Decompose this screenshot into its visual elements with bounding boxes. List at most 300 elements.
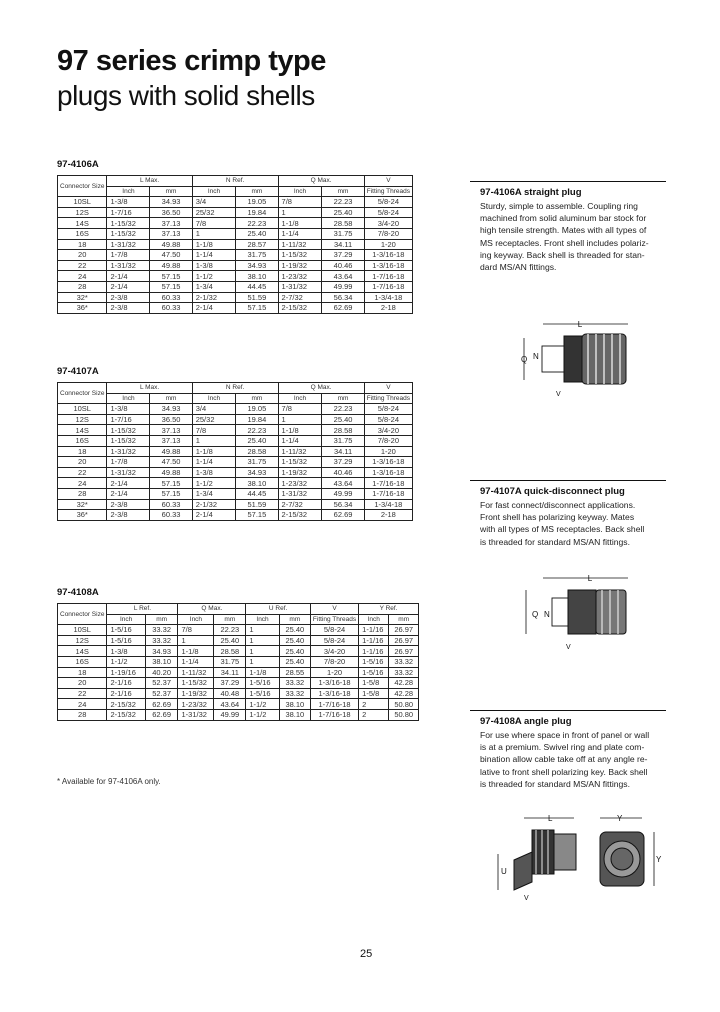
table-cell: 1-1/8 [246, 667, 279, 678]
table-cell: 3/4-20 [310, 646, 358, 657]
table-cell: 1-1/4 [178, 656, 214, 667]
table-cell: 38.10 [236, 478, 278, 489]
coupling-ring [532, 830, 554, 874]
dim-label-n: N [544, 610, 550, 619]
table-cell: 44.45 [236, 488, 278, 499]
column-header: L Max. [107, 383, 192, 394]
desc-line: Front shell has polarizing keyway. Mates [480, 512, 635, 523]
table-cell: 31.75 [322, 228, 364, 239]
table-cell: 2-3/8 [107, 499, 150, 510]
table-cell: 60.33 [150, 499, 192, 510]
table-cell: 1-3/8 [107, 197, 150, 208]
table-cell: 57.15 [150, 281, 192, 292]
table-cell: 1-3/16-18 [364, 467, 412, 478]
table-cell: 25/32 [192, 207, 236, 218]
table-cell: 1-31/32 [278, 488, 322, 499]
table-cell: 2-1/4 [107, 478, 150, 489]
table-cell: 1-3/16-18 [364, 250, 412, 261]
table-cell: 2-1/4 [192, 510, 236, 521]
table-cell: 25.40 [279, 625, 310, 636]
table-label-4107a: 97-4107A [57, 366, 99, 377]
column-header: Q Max. [278, 383, 364, 394]
column-header: Q Max. [278, 176, 364, 187]
table-cell: 1-7/16-18 [310, 709, 358, 720]
table-cell: 2-1/16 [107, 688, 145, 699]
table-cell: 1-15/32 [107, 218, 150, 229]
title-line-1: 97 series crimp type [57, 45, 326, 77]
table-cell: 1-15/32 [107, 425, 150, 436]
table-cell: 1-19/32 [278, 260, 322, 271]
table-cell: 1-23/32 [178, 699, 214, 710]
table-cell: 18 [58, 667, 107, 678]
table-cell: 7/8-20 [364, 435, 412, 446]
column-subheader: Inch [107, 186, 150, 197]
table-cell: 43.64 [322, 271, 364, 282]
column-subheader: mm [150, 186, 192, 197]
column-subheader: mm [322, 186, 364, 197]
table-row [58, 688, 419, 699]
dim-label-y-side: Y [656, 855, 662, 864]
table-cell: 49.88 [150, 239, 192, 250]
table-cell: 25.40 [322, 207, 364, 218]
table-cell: 12S [58, 207, 107, 218]
column-subheader: mm [214, 614, 246, 625]
table-cell: 22 [58, 260, 107, 271]
table-cell: 10SL [58, 404, 107, 415]
dim-label-v: V [566, 644, 571, 651]
table-cell: 3/4-20 [364, 218, 412, 229]
desc-title: 97-4108A angle plug [480, 716, 572, 727]
table-cell: 5/8-24 [364, 414, 412, 425]
table-row [58, 646, 419, 657]
table-cell: 57.15 [236, 510, 278, 521]
table-row [58, 488, 413, 499]
column-subheader: Fitting Threads [364, 393, 412, 404]
column-header: L Max. [107, 176, 192, 187]
table-cell: 1-1/8 [192, 239, 236, 250]
table-cell: 40.20 [145, 667, 178, 678]
column-subheader: mm [279, 614, 310, 625]
desc-line: machined from solid aluminum bar stock for [480, 213, 647, 224]
table-cell: 16S [58, 435, 107, 446]
table-cell: 34.93 [236, 260, 278, 271]
table-cell: 49.99 [322, 281, 364, 292]
table-cell: 37.13 [150, 425, 192, 436]
table-cell: 19.84 [236, 414, 278, 425]
table-cell: 1-11/32 [278, 239, 322, 250]
table-cell: 1 [246, 646, 279, 657]
table-cell: 49.99 [214, 709, 246, 720]
table-cell: 1-1/16 [359, 646, 389, 657]
table-cell: 34.93 [150, 197, 192, 208]
desc-line: lative to front shell polarizing key. Back shell [480, 766, 648, 777]
table-cell: 7/8 [178, 625, 214, 636]
column-header: N Ref. [192, 383, 278, 394]
table-row [58, 260, 413, 271]
table-cell: 7/8-20 [364, 228, 412, 239]
table-cell: 1-1/4 [278, 228, 322, 239]
column-subheader: Fitting Threads [364, 186, 412, 197]
table-cell: 19.05 [236, 404, 278, 415]
table-cell: 2-18 [364, 510, 412, 521]
table-cell: 2-7/32 [278, 292, 322, 303]
table-cell: 31.75 [236, 250, 278, 261]
table-cell: 16S [58, 228, 107, 239]
table-cell: 1-31/32 [107, 260, 150, 271]
table-cell: 19.05 [236, 197, 278, 208]
table-cell: 2-1/4 [107, 488, 150, 499]
table-cell: 62.69 [145, 709, 178, 720]
table-cell: 22.23 [214, 625, 246, 636]
table-cell: 7/8 [278, 197, 322, 208]
page-number: 25 [360, 948, 373, 960]
table-cell: 31.75 [322, 435, 364, 446]
table-cell: 1-31/32 [178, 709, 214, 720]
column-header: Q Max. [178, 604, 246, 615]
table-cell: 2-1/4 [107, 271, 150, 282]
table-row [58, 228, 413, 239]
column-subheader: Inch [246, 614, 279, 625]
table-row [58, 435, 413, 446]
title-line-2: plugs with solid shells [57, 80, 315, 111]
table-cell: 1 [192, 435, 236, 446]
table-cell: 1 [246, 635, 279, 646]
column-subheader: Inch [178, 614, 214, 625]
table-cell: 49.88 [150, 260, 192, 271]
desc-line: Sturdy, simple to assemble. Coupling ring [480, 201, 638, 211]
table-cell: 20 [58, 457, 107, 468]
column-subheader: mm [236, 393, 278, 404]
table-cell: 2-15/32 [278, 303, 322, 314]
table-cell: 1-11/32 [178, 667, 214, 678]
column-subheader: mm [150, 393, 192, 404]
table-cell: 1-31/32 [107, 446, 150, 457]
table-cell: 33.32 [389, 667, 419, 678]
table-cell: 34.93 [150, 404, 192, 415]
table-cell: 2-15/32 [107, 699, 145, 710]
table-cell: 1-1/8 [192, 446, 236, 457]
table-row [58, 250, 413, 261]
table-cell: 22.23 [236, 425, 278, 436]
table-row [58, 467, 413, 478]
table-cell: 28.58 [322, 425, 364, 436]
table-cell: 40.48 [214, 688, 246, 699]
table-cell: 22.23 [322, 404, 364, 415]
desc-line: For use where space in front of panel or wall [480, 730, 650, 740]
table-cell: 1-5/16 [107, 625, 145, 636]
column-header: Y Ref. [359, 604, 419, 615]
column-subheader: Inch [107, 393, 150, 404]
table-cell: 1-1/8 [178, 646, 214, 657]
column-header: U Ref. [246, 604, 311, 615]
table-cell: 33.32 [279, 678, 310, 689]
table-cell: 47.50 [150, 457, 192, 468]
desc-line: high tensile strength. Mates with all types of [480, 225, 647, 236]
table-cell: 57.15 [150, 271, 192, 282]
table-cell: 1-1/16 [359, 635, 389, 646]
table-cell: 25.40 [214, 635, 246, 646]
column-header: Connector Size [58, 604, 107, 625]
table-row [58, 635, 419, 646]
dim-label-l: L [587, 574, 593, 583]
table-cell: 50.80 [389, 699, 419, 710]
table-cell: 1-20 [364, 446, 412, 457]
desc-line: is threaded for standard MS/AN fittings. [480, 536, 630, 547]
table-cell: 1-1/2 [107, 656, 145, 667]
table-cell: 7/8-20 [310, 656, 358, 667]
table-cell: 60.33 [150, 292, 192, 303]
table-cell: 25/32 [192, 414, 236, 425]
table-cell: 1-23/32 [278, 271, 322, 282]
table-cell: 1-15/32 [278, 250, 322, 261]
table-cell: 2-3/8 [107, 510, 150, 521]
table-cell: 22.23 [236, 218, 278, 229]
table-cell: 60.33 [150, 303, 192, 314]
table-cell: 33.32 [279, 688, 310, 699]
table-label-4108a: 97-4108A [57, 587, 99, 598]
table-row [58, 414, 413, 425]
spec-table-4107a [57, 382, 413, 521]
front-shell [552, 598, 568, 626]
table-cell: 28.55 [279, 667, 310, 678]
table-cell: 2-1/4 [192, 303, 236, 314]
table-row [58, 457, 413, 468]
desc-line: ing keyway. Back shell is threaded for stan- [480, 249, 645, 260]
dim-label-q: Q [532, 610, 539, 619]
column-header: Connector Size [58, 383, 107, 404]
table-cell: 14S [58, 425, 107, 436]
table-cell: 2-15/32 [107, 709, 145, 720]
table-cell: 33.32 [145, 635, 178, 646]
table-cell: 1-3/8 [107, 404, 150, 415]
table-cell: 1-3/8 [107, 646, 145, 657]
table-cell: 1-20 [364, 239, 412, 250]
table-row [58, 281, 413, 292]
table-cell: 22.23 [322, 197, 364, 208]
desc-line: MS receptacles. Front shell includes polariz- [480, 237, 649, 248]
table-cell: 1-1/2 [246, 699, 279, 710]
table-cell: 1-19/16 [107, 667, 145, 678]
table-cell: 2-1/32 [192, 499, 236, 510]
table-row [58, 678, 419, 689]
table-cell: 18 [58, 446, 107, 457]
desc-box-4107a [470, 480, 666, 548]
table-cell: 34.93 [145, 646, 178, 657]
table-cell: 34.11 [322, 446, 364, 457]
table-cell: 1-31/32 [107, 239, 150, 250]
desc-title: 97-4107A quick-disconnect plug [480, 486, 625, 497]
dim-label-v: V [556, 391, 561, 398]
table-cell: 49.88 [150, 467, 192, 478]
table-cell: 25.40 [279, 646, 310, 657]
table-cell: 32* [58, 292, 107, 303]
table-cell: 49.88 [150, 446, 192, 457]
table-cell: 56.34 [322, 292, 364, 303]
table-cell: 1-1/8 [278, 425, 322, 436]
spec-table-4106a [57, 175, 413, 314]
table-cell: 2 [359, 699, 389, 710]
table-cell: 1-31/32 [278, 281, 322, 292]
table-cell: 37.29 [322, 250, 364, 261]
table-cell: 1-7/16 [107, 414, 150, 425]
table-cell: 36.50 [150, 414, 192, 425]
column-subheader: Inch [192, 393, 236, 404]
table-cell: 24 [58, 478, 107, 489]
table-cell: 1-23/32 [278, 478, 322, 489]
desc-line: For fast connect/disconnect applications. [480, 500, 636, 510]
table-cell: 50.80 [389, 709, 419, 720]
column-subheader: Inch [278, 393, 322, 404]
desc-line: with all types of MS receptacles. Back shell [480, 524, 645, 535]
table-cell: 26.97 [389, 646, 419, 657]
column-subheader: Fitting Threads [310, 614, 358, 625]
table-row [58, 699, 419, 710]
table-cell: 44.45 [236, 281, 278, 292]
desc-line: dard MS/AN fittings. [480, 262, 557, 273]
table-cell: 7/8 [192, 218, 236, 229]
table-cell: 38.10 [145, 656, 178, 667]
table-cell: 42.28 [389, 688, 419, 699]
table-row [58, 404, 413, 415]
table-cell: 1 [192, 228, 236, 239]
table-cell: 1 [246, 656, 279, 667]
table-cell: 42.28 [389, 678, 419, 689]
table-cell: 37.29 [322, 457, 364, 468]
table-cell: 33.32 [145, 625, 178, 636]
table-cell: 24 [58, 271, 107, 282]
dim-label-u: U [501, 867, 507, 876]
dim-label-l: L [548, 814, 553, 823]
table-cell: 1-15/32 [278, 457, 322, 468]
table-cell: 32* [58, 499, 107, 510]
table-row [58, 197, 413, 208]
table-cell: 3/4 [192, 197, 236, 208]
table-cell: 19.84 [236, 207, 278, 218]
table-cell: 7/8 [278, 404, 322, 415]
table-cell: 38.10 [279, 699, 310, 710]
table-cell: 25.40 [236, 435, 278, 446]
table-cell: 1-5/16 [359, 656, 389, 667]
table-cell: 5/8-24 [310, 625, 358, 636]
table-cell: 52.37 [145, 688, 178, 699]
table-cell: 33.32 [389, 656, 419, 667]
table-cell: 2-1/32 [192, 292, 236, 303]
table-cell: 3/4-20 [364, 425, 412, 436]
table-cell: 1-19/32 [178, 688, 214, 699]
table-cell: 28.58 [236, 446, 278, 457]
table-cell: 34.11 [322, 239, 364, 250]
table-cell: 1-5/16 [107, 635, 145, 646]
table-cell: 1-7/16 [107, 207, 150, 218]
table-cell: 12S [58, 414, 107, 425]
table-cell: 2-3/8 [107, 292, 150, 303]
table-cell: 26.97 [389, 625, 419, 636]
receptacle-insert [611, 848, 633, 870]
table-cell: 1-5/16 [246, 678, 279, 689]
table-row [58, 709, 419, 720]
table-cell: 1-15/32 [107, 435, 150, 446]
quick-disconnect-plug-drawing [518, 572, 638, 652]
table-cell: 1-7/16-18 [364, 488, 412, 499]
table-row [58, 499, 413, 510]
table-cell: 37.13 [150, 218, 192, 229]
table-cell: 5/8-24 [364, 197, 412, 208]
table-cell: 28.58 [214, 646, 246, 657]
table-cell: 1-31/32 [107, 467, 150, 478]
table-cell: 1-5/16 [246, 688, 279, 699]
table-cell: 37.13 [150, 435, 192, 446]
table-cell: 51.59 [236, 499, 278, 510]
table-cell: 1-3/8 [192, 260, 236, 271]
table-row [58, 271, 413, 282]
column-subheader: mm [322, 393, 364, 404]
straight-plug-drawing [518, 318, 638, 400]
column-header: Connector Size [58, 176, 107, 197]
table-cell: 57.15 [236, 303, 278, 314]
table-cell: 1-15/32 [107, 228, 150, 239]
table-cell: 5/8-24 [364, 207, 412, 218]
table-row [58, 625, 419, 636]
column-header: V [310, 604, 358, 615]
table-cell: 62.69 [322, 510, 364, 521]
table-cell: 1-7/16-18 [364, 478, 412, 489]
table-cell: 43.64 [214, 699, 246, 710]
table-row [58, 656, 419, 667]
column-subheader: mm [389, 614, 419, 625]
table-row [58, 446, 413, 457]
column-header: V [364, 383, 412, 394]
table-cell: 40.46 [322, 260, 364, 271]
table-cell: 1-20 [310, 667, 358, 678]
table-cell: 10SL [58, 197, 107, 208]
column-header: L Ref. [107, 604, 178, 615]
table-cell: 24 [58, 699, 107, 710]
table-cell: 1-1/4 [278, 435, 322, 446]
table-cell: 2-1/16 [107, 678, 145, 689]
dim-label-y-top: Y [617, 814, 623, 823]
table-row [58, 667, 419, 678]
table-cell: 1-5/8 [359, 688, 389, 699]
table-cell: 28.58 [322, 218, 364, 229]
table-cell: 14S [58, 646, 107, 657]
table-cell: 1 [278, 207, 322, 218]
angle-plug-drawing [492, 812, 670, 902]
table-cell: 1-3/4 [192, 281, 236, 292]
table-cell: 38.10 [236, 271, 278, 282]
table-label-4106a: 97-4106A [57, 159, 99, 170]
table-cell: 18 [58, 239, 107, 250]
table-cell: 2-7/32 [278, 499, 322, 510]
table-row [58, 425, 413, 436]
dim-label-q: Q [521, 355, 528, 364]
table-cell: 47.50 [150, 250, 192, 261]
table-cell: 1-7/16-18 [364, 271, 412, 282]
table-cell: 10SL [58, 625, 107, 636]
table-cell: 1-7/16-18 [310, 699, 358, 710]
table-cell: 25.40 [279, 656, 310, 667]
table-cell: 5/8-24 [310, 635, 358, 646]
table-cell: 14S [58, 218, 107, 229]
table-cell: 1-7/16-18 [364, 281, 412, 292]
table-cell: 1-1/4 [192, 457, 236, 468]
table-cell: 5/8-24 [364, 404, 412, 415]
table-cell: 1-1/2 [192, 478, 236, 489]
table-cell: 51.59 [236, 292, 278, 303]
table-cell: 7/8 [192, 425, 236, 436]
table-row [58, 239, 413, 250]
desc-line: bination allow cable take off at any angle re- [480, 754, 648, 765]
footnote: * Available for 97-4106A only. [57, 777, 161, 786]
